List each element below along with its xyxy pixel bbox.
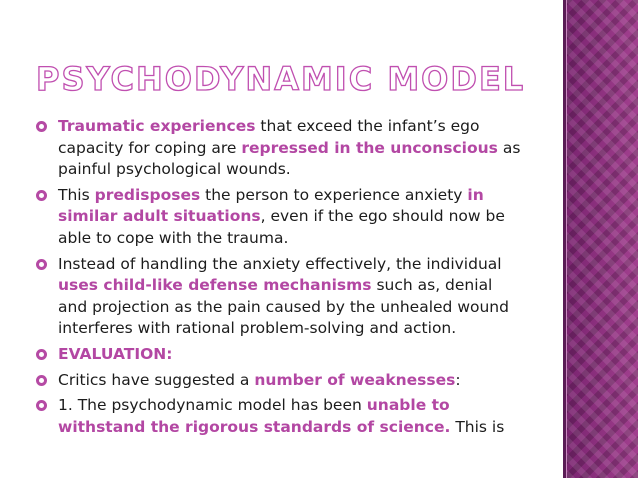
circle-bullet-icon (36, 121, 47, 132)
bullet-text: This is (450, 417, 505, 436)
highlighted-text: repressed in the unconscious (241, 138, 498, 157)
highlighted-text: number of weaknesses (254, 370, 456, 389)
bullet-text: the person to experience anxiety (200, 185, 468, 204)
highlighted-text: EVALUATION: (58, 344, 173, 363)
bullet-text: 1. The psychodynamic model has been (58, 396, 367, 415)
bullet-text: Instead of handling the anxiety effectively, the individual (58, 254, 502, 273)
bullet-text: , even if the ego should now be able to cope with the trauma. (58, 207, 505, 247)
decorative-side-panel (567, 0, 638, 478)
bullet-item (36, 254, 526, 340)
bullet-item (36, 370, 526, 392)
bullet-text: such as, denial and projection as the pain caused by the unhealed wound interferes with rational problem-solving and action. (58, 276, 509, 338)
circle-bullet-icon (36, 259, 47, 270)
bullet-text: as painful psychological wounds. (58, 138, 521, 179)
highlighted-text: in similar adult situations (58, 185, 484, 226)
circle-bullet-icon (36, 375, 47, 386)
bullet-item (36, 185, 526, 250)
bullet-text: Critics have suggested a (58, 370, 255, 389)
bullet-text: : (455, 370, 461, 389)
bullet-item (36, 344, 526, 366)
bullet-text: This (58, 185, 95, 204)
circle-bullet-icon (36, 400, 47, 411)
highlighted-text: uses child-like defense mechanisms (58, 276, 372, 295)
circle-bullet-icon (36, 349, 47, 360)
circle-bullet-icon (36, 190, 47, 201)
bullet-text: that exceed the infant’s ego capacity for coping are (58, 117, 480, 157)
highlighted-text: unable to withstand the rigorous standards of science. (58, 396, 451, 436)
bullet-list (36, 116, 526, 442)
highlighted-text: predisposes (94, 185, 201, 204)
slide-title: PSYCHODYNAMIC MODEL (36, 60, 526, 98)
bullet-item (36, 395, 526, 438)
bullet-item (36, 116, 526, 181)
highlighted-text: Traumatic experiences (58, 117, 256, 135)
